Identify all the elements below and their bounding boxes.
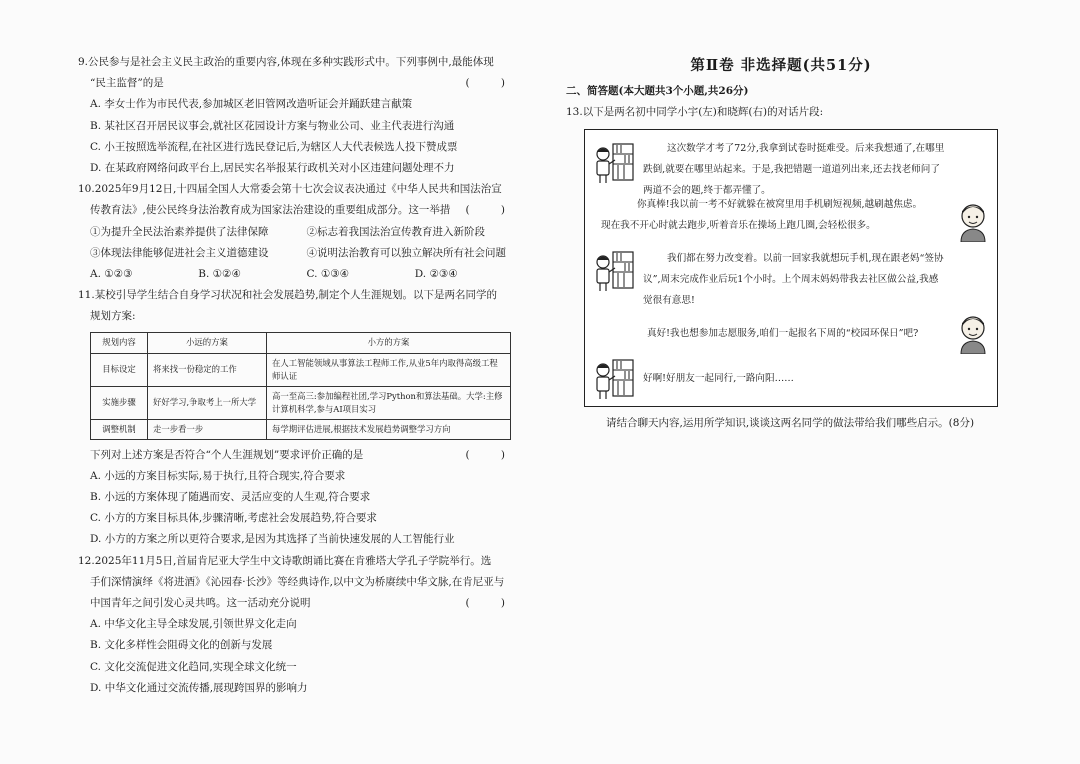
q12-stem-line-1: 12.2025年11月5日,首届肯尼亚大学生中文诗歌朗诵比赛在肯雅塔大学孔子学院举行。选 <box>78 554 492 567</box>
q10-option-d: D. ②③④ <box>414 268 458 281</box>
table-cell: 走一步看一步 <box>148 419 267 439</box>
q10-options-row <box>78 264 523 285</box>
question-11 <box>78 285 523 550</box>
q12-stem-text: 中国青年之间引发心灵共鸣。这一活动充分说明 <box>90 597 311 610</box>
table-row <box>91 386 511 419</box>
question-9 <box>78 52 523 179</box>
q9-option-b: B. 某社区召开居民议事会,就社区花园设计方案与物业公司、业主代表进行沟通 <box>90 119 455 132</box>
table-header: 小方的方案 <box>267 332 511 353</box>
q11-option-a: A. 小远的方案目标实际,易于执行,且符合现实,符合要求 <box>90 469 346 482</box>
q10-statement-4: ④说明法治教育可以独立解决所有社会问题 <box>306 246 506 259</box>
table-header: 小远的方案 <box>148 332 267 353</box>
q9-stem-text: “民主监督”的是 <box>90 77 164 90</box>
message-line: 我们都在努力改变着。以前一回家我就想玩手机,现在跟老妈“签协 <box>667 253 944 264</box>
message-line: 现在我不开心时就去跑步,听着音乐在操场上跑几圈,会轻松很多。 <box>601 220 876 231</box>
table-cell: 实施步骤 <box>91 386 148 419</box>
q11-answer-paren: ( ) <box>465 448 519 461</box>
message-line: 你真棒!我以前一考不好就躲在被窝里用手机刷短视频,越刷越焦虑。 <box>637 199 923 210</box>
q12-option-b: B. 文化多样性会阻碍文化的创新与发展 <box>90 639 273 652</box>
q13-intro: 13.以下是两名初中同学小宇(左)和晓辉(右)的对话片段: <box>566 106 824 118</box>
table-header-row <box>91 332 511 353</box>
right-column <box>566 52 996 434</box>
question-12 <box>78 551 523 699</box>
q12-option-c: C. 文化交流促进文化趋同,实现全球文化统一 <box>90 660 297 673</box>
q12-stem-line-3 <box>78 593 523 614</box>
q10-option-a: A. ①②③ <box>90 268 133 281</box>
table-cell: 目标设定 <box>91 353 148 386</box>
q11-stem-line-1: 11.某校引导学生结合自身学习状况和社会发展趋势,制定个人生涯规划。以下是两名同学的 <box>78 289 498 302</box>
message-line: 议”,周末完成作业后玩1个小时。上个周末妈妈带我去社区做公益,我感 <box>643 274 939 285</box>
q11-option-d: D. 小方的方案之所以更符合要求,是因为其选择了当前快速发展的人工智能行业 <box>90 533 455 546</box>
q10-statement-2: ②标志着我国法治宣传教育进入新阶段 <box>306 225 485 238</box>
q10-stem-line-1: 10.2025年9月12日,十四届全国人大常委会第十七次会议表决通过《中华人民共和国法治宣 <box>78 183 502 196</box>
message-xiaohui-2 <box>647 323 952 344</box>
question-10 <box>78 179 523 285</box>
message-xiaoyu-3 <box>643 368 988 389</box>
message-xiaoyu-1 <box>643 138 988 201</box>
q10-stem-text: 传教育法》,使公民终身法治教育成为国家法治建设的重要组成部分。这一举措 <box>90 204 451 217</box>
student-right-avatar-icon <box>955 202 991 242</box>
message-line: 两道不会的题,终于都弄懂了。 <box>643 185 771 196</box>
q13-question: 请结合聊天内容,运用所学知识,谈谈这两名同学的做法带给我们哪些启示。(8分) <box>606 417 975 429</box>
q10-statement-1: ①为提升全民法治素养提供了法律保障 <box>90 225 269 238</box>
q12-option-d: D. 中华文化通过交流传播,展现跨国界的影响力 <box>90 681 308 694</box>
message-line: 这次数学才考了72分,我拿到试卷时挺难受。后来我想通了,在哪里 <box>667 143 945 154</box>
q9-option-a: A. 李女士作为市民代表,参加城区老旧管网改造听证会并踊跃建言献策 <box>90 98 413 111</box>
q10-answer-paren: ( ) <box>465 204 519 217</box>
q10-stem-line-2 <box>78 200 523 221</box>
table-row <box>91 419 511 439</box>
message-line: 觉很有意思! <box>643 295 695 306</box>
student-left-avatar-icon <box>591 140 637 186</box>
student-left-avatar-icon <box>591 356 637 402</box>
dialogue-box <box>584 129 998 407</box>
table-cell: 将来找一份稳定的工作 <box>148 353 267 386</box>
table-cell: 好好学习,争取考上一所大学 <box>148 386 267 419</box>
q12-answer-paren: ( ) <box>465 597 519 610</box>
career-plan-table <box>90 332 511 440</box>
section-heading: 二、简答题(本大题共3个小题,共26分) <box>566 85 749 97</box>
q9-stem-line-1: 9.公民参与是社会主义民主政治的重要内容,体现在多种实践形式中。下列事例中,最能体现 <box>78 56 494 68</box>
table-cell: 每学期评估进展,根据技术发展趋势调整学习方向 <box>267 419 511 439</box>
q9-answer-paren: ( ) <box>465 77 519 90</box>
part-2-title: 第Ⅱ卷 非选择题(共51分) <box>690 57 872 74</box>
q11-option-c: C. 小方的方案目标具体,步骤清晰,考虑社会发展趋势,符合要求 <box>90 512 377 525</box>
table-header: 规划内容 <box>91 332 148 353</box>
q10-statement-3: ③体现法律能够促进社会主义道德建设 <box>90 246 269 259</box>
q10-option-b: B. ①②④ <box>198 268 241 281</box>
q12-option-a: A. 中华文化主导全球发展,引领世界文化走向 <box>90 618 297 631</box>
q11-question-text: 下列对上述方案是否符合“个人生涯规划”要求评价正确的是 <box>90 448 364 461</box>
q9-stem-line-2 <box>78 73 523 94</box>
message-line: 真好!我也想参加志愿服务,咱们一起报名下周的“校园环保日”吧? <box>647 328 919 339</box>
message-xiaohui-1 <box>601 194 951 236</box>
q11-option-b: B. 小远的方案体现了随遇而安、灵活应变的人生观,符合要求 <box>90 491 371 504</box>
message-xiaoyu-2 <box>643 248 988 311</box>
table-row <box>91 353 511 386</box>
message-line: 好啊!好朋友一起同行,一路向阳…… <box>643 373 794 384</box>
q10-statements-row-2 <box>78 243 523 264</box>
q9-option-d: D. 在某政府网络问政平台上,居民实名举报某行政机关对小区违建问题处理不力 <box>90 162 455 175</box>
q10-statements-row-1 <box>78 222 523 243</box>
student-left-avatar-icon <box>591 248 637 294</box>
table-cell: 高一至高三:参加编程社团,学习Python和算法基础。大学:主修计算机科学,参与AI项目实习 <box>267 386 511 419</box>
q11-stem-line-2: 规划方案: <box>90 310 136 323</box>
student-right-avatar-icon <box>955 314 991 354</box>
q10-option-c: C. ①③④ <box>306 268 350 281</box>
table-cell: 调整机制 <box>91 419 148 439</box>
message-line: 跌倒,就要在哪里站起来。于是,我把错题一道道列出来,还去找老师问了 <box>643 164 940 175</box>
q11-question-line <box>78 445 523 466</box>
table-cell: 在人工智能领域从事算法工程师工作,从业5年内取得高级工程师认证 <box>267 353 511 386</box>
q12-stem-line-2: 手们深情演绎《将进酒》《沁园春·长沙》等经典诗作,以中文为桥赓续中华文脉,在肯尼亚与 <box>90 575 505 588</box>
left-column <box>78 52 523 699</box>
q9-option-c: C. 小王按照选举流程,在社区进行选民登记后,为辖区人大代表候选人投下赞成票 <box>90 140 458 153</box>
